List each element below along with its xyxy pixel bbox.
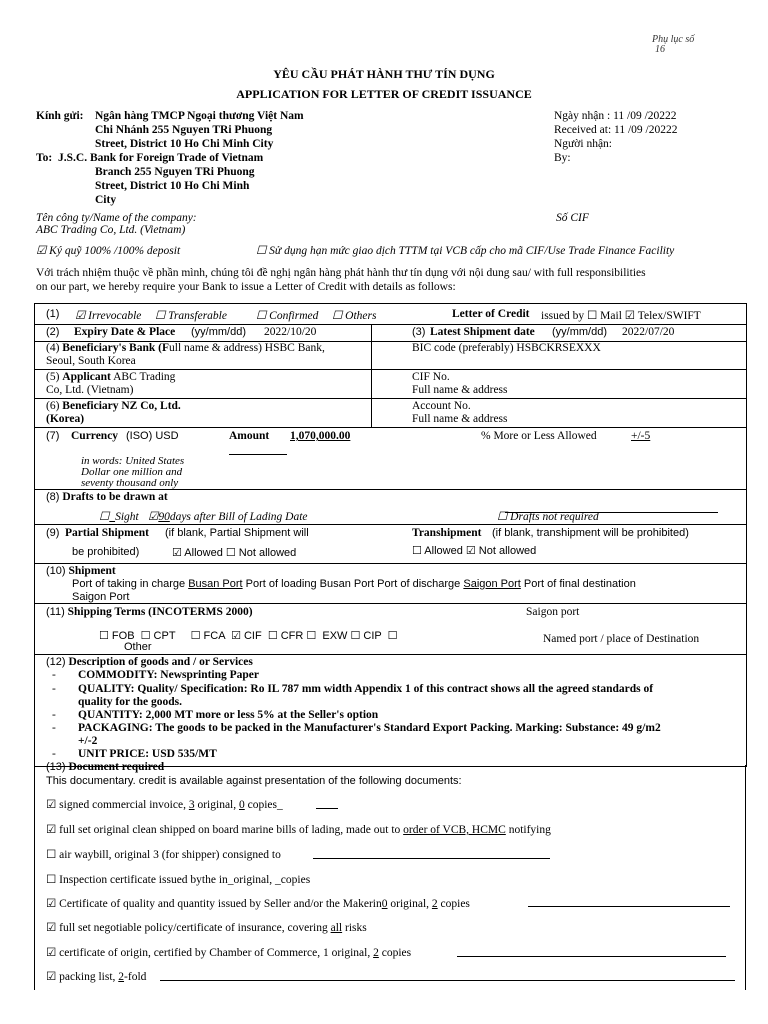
tolerance-value[interactable]: +/-5 [631, 430, 651, 442]
drafts-not-required-option[interactable]: ☐ Drafts not required [497, 511, 599, 523]
appendix-number: Phụ lục số [652, 34, 695, 45]
goods-commodity: COMMODITY: Newsprinting Paper [78, 669, 260, 681]
expiry-format: (yy/mm/dd) [191, 326, 246, 338]
latest-shipment-value[interactable]: 2022/07/20 [622, 326, 675, 338]
latest-shipment-format: (yy/mm/dd) [552, 326, 607, 338]
receiver-vi: Người nhận: [554, 138, 612, 150]
intro-line-1: Với trách nhiệm thuộc về phần mình, chúng tôi đề nghị ngân hàng phát hành thư tín dụng với nội dung sau/ with full responsibilities [36, 267, 646, 279]
drafts-label: (8) Drafts to be drawn at [46, 491, 168, 503]
applicant-line-2: Co, Ltd. (Vietnam) [46, 384, 134, 396]
transhipment-options[interactable]: ☐ Allowed ☑ Not allowed [412, 545, 537, 557]
irrevocable-checkbox[interactable]: ☑ Irrevocable [75, 310, 142, 322]
shipping-terms-label: (11) Shipping Terms (INCOTERMS 2000) [46, 606, 253, 618]
transferable-checkbox[interactable]: ☐ Transferable [155, 310, 227, 322]
doc-air-waybill[interactable]: ☐ air waybill, original 3 (for shipper) consigned to [46, 849, 281, 861]
row-9-number: (9) [46, 527, 60, 539]
beneficiary-bank-line-1: (4) Beneficiary's Bank (Full name & address) HSBC Bank, [46, 342, 325, 354]
partial-shipment-options[interactable]: ☑ Allowed ☐ Not allowed [172, 547, 297, 559]
amount-words-1: in words: United States [81, 455, 185, 467]
beneficiary-bank-line-2: Seoul, South Korea [46, 355, 136, 367]
tolerance-label: % More or Less Allowed [481, 430, 597, 442]
amount-words-2: Dollar one million and [81, 466, 183, 478]
addressee-branch-vi-2: Street, District 10 Ho Chi Minh City [95, 138, 274, 150]
addressee-bank-vi: Ngân hàng TMCP Ngoại thương Việt Nam [95, 110, 304, 122]
partial-shipment-note: (if blank, Partial Shipment will [165, 527, 309, 539]
trade-facility-option[interactable]: ☐ Sử dụng hạn mức giao dịch TTTM tại VCB cấp cho mã CIF/Use Trade Finance Facility [256, 245, 675, 257]
company-label: Tên công ty/Name of the company: [36, 212, 197, 224]
loc-label: Letter of Credit [452, 308, 530, 320]
issued-by-options[interactable]: issued by ☐ Mail ☑ Telex/SWIFT [541, 310, 701, 322]
shipment-ports: Port of taking in charge Busan Port Port of loading Busan Port Port of discharge Saigon Port Port of final destination [72, 578, 636, 590]
applicant-fullname[interactable]: Full name & address [412, 384, 508, 396]
received-date-en: Received at: 11 /09 /20222 [554, 124, 678, 136]
named-port-label: Named port / place of Destination [543, 633, 700, 645]
doc-insurance[interactable]: ☑ full set negotiable policy/certificate of insurance, covering all risks [46, 922, 367, 934]
transhipment-note: (if blank, transhipment will be prohibited) [492, 527, 689, 539]
beneficiary-account[interactable]: Account No. [412, 400, 471, 412]
addressee-bank-en: J.S.C. Bank for Foreign Trade of Vietnam [58, 152, 264, 164]
beneficiary-line-1: (6) Beneficiary NZ Co, Ltd. [46, 400, 181, 412]
goods-unit-price: UNIT PRICE: USD 535/MT [78, 748, 217, 760]
appendix-number-value: 16 [655, 44, 665, 55]
goods-packaging: PACKAGING: The goods to be packed in the Manufacturer's Standard Export Packing. Marking: Substance: 49 g/m2 [78, 722, 661, 734]
expiry-label: Expiry Date & Place [74, 326, 176, 338]
goods-quality-cont: quality for the goods. [78, 696, 182, 708]
applicant-line-1: (5) Applicant ABC Trading [46, 371, 176, 383]
days-after-option[interactable]: ☑90days after Bill of Lading Date [148, 511, 308, 523]
latest-shipment-label: Latest Shipment date [430, 326, 535, 338]
company-value: ABC Trading Co, Ltd. (Vietnam) [36, 224, 186, 236]
documents-required-label: (13) Document required [46, 761, 165, 773]
partial-shipment-label: Partial Shipment [65, 527, 150, 539]
incoterms-other: Other [124, 641, 152, 653]
title-en: APPLICATION FOR LETTER OF CREDIT ISSUANCE [236, 87, 532, 101]
beneficiary-fullname[interactable]: Full name & address [412, 413, 508, 425]
confirmed-checkbox[interactable]: ☐ Confirmed [256, 310, 319, 322]
receiver-en: By: [554, 152, 571, 164]
amount-value[interactable]: 1,070,000.00 [290, 430, 351, 442]
deposit-option[interactable]: ☑ Ký quỹ 100% /100% deposit [36, 245, 181, 257]
addressee-label-en: To: [36, 152, 53, 164]
final-destination[interactable]: Saigon Port [72, 591, 130, 603]
currency-value[interactable]: (ISO) USD [126, 430, 179, 442]
doc-packing-list[interactable]: ☑ packing list, 2-fold [46, 971, 147, 983]
doc-certificate-of-origin[interactable]: ☑ certificate of origin, certified by Chamber of Commerce, 1 original, 2 copies [46, 947, 412, 959]
title-vi: YÊU CẦU PHÁT HÀNH THƯ TÍN DỤNG [273, 67, 495, 81]
doc-commercial-invoice[interactable]: ☑ signed commercial invoice, 3 original, 0 copies_ [46, 799, 283, 811]
addressee-branch-vi-1: Chi Nhánh 255 Nguyen TRi Phuong [95, 124, 273, 136]
shipment-label: (10) Shipment [46, 565, 116, 577]
applicant-cif[interactable]: CIF No. [412, 371, 450, 383]
currency-label: Currency [71, 430, 119, 442]
doc-bill-of-lading[interactable]: ☑ full set original clean shipped on board marine bills of lading, made out to order of VCB, HCMC notifying [46, 824, 551, 836]
intro-line-2: on our part, we hereby require your Bank to issue a Letter of Credit with details as follows: [36, 281, 456, 293]
transhipment-label: Transhipment [412, 527, 482, 539]
goods-description-label: (12) Description of goods and / or Services [46, 656, 253, 668]
goods-packaging-cont: +/-2 [78, 735, 98, 747]
documents-intro: This documentary. credit is available against presentation of the following documents: [46, 775, 462, 787]
doc-inspection-certificate[interactable]: ☐ Inspection certificate issued bythe in_original, _copies [46, 874, 311, 886]
doc-quality-certificate[interactable]: ☑ Certificate of quality and quantity issued by Seller and/or the Makerin0 original, 2 copies [46, 898, 470, 910]
goods-quality: QUALITY: Quality/ Specification: Ro IL 787 mm width Appendix 1 of this contract shows all the agreed standards of [78, 683, 654, 695]
addressee-label-vi: Kính gửi: [36, 110, 84, 122]
others-checkbox[interactable]: ☐ Others [332, 310, 377, 322]
received-date-vi: Ngày nhận : 11 /09 /20222 [554, 110, 677, 122]
addressee-branch-en-2: Street, District 10 Ho Chi Minh [95, 180, 250, 192]
bic-code[interactable]: BIC code (preferably) HSBCKRSEXXX [412, 342, 601, 354]
sight-option[interactable]: ☐ Sight [99, 511, 139, 523]
beneficiary-line-2: (Korea) [46, 413, 85, 425]
amount-words-3: seventy thousand only [81, 477, 179, 489]
addressee-branch-en-3: City [95, 194, 117, 206]
incoterms-options[interactable]: ☐ FOB ☐ CPT ☐ FCA ☑ CIF ☐ CFR ☐ EXW ☐ CIP ☐ [99, 630, 398, 642]
named-port-value[interactable]: Saigon port [526, 606, 580, 618]
amount-label: Amount [229, 430, 270, 442]
addressee-branch-en-1: Branch 255 Nguyen TRi Phuong [95, 166, 255, 178]
row-1-number: (1) [46, 308, 60, 320]
expiry-value[interactable]: 2022/10/20 [264, 326, 317, 338]
cif-label: Số CIF [556, 212, 589, 224]
goods-quantity: QUANTITY: 2,000 MT more or less 5% at the Seller's option [78, 709, 379, 721]
row-7-number: (7) [46, 430, 60, 442]
row-2-number: (2) [46, 326, 60, 338]
partial-shipment-note-2: be prohibited) [72, 546, 140, 558]
row-3-number: (3) [412, 326, 426, 338]
